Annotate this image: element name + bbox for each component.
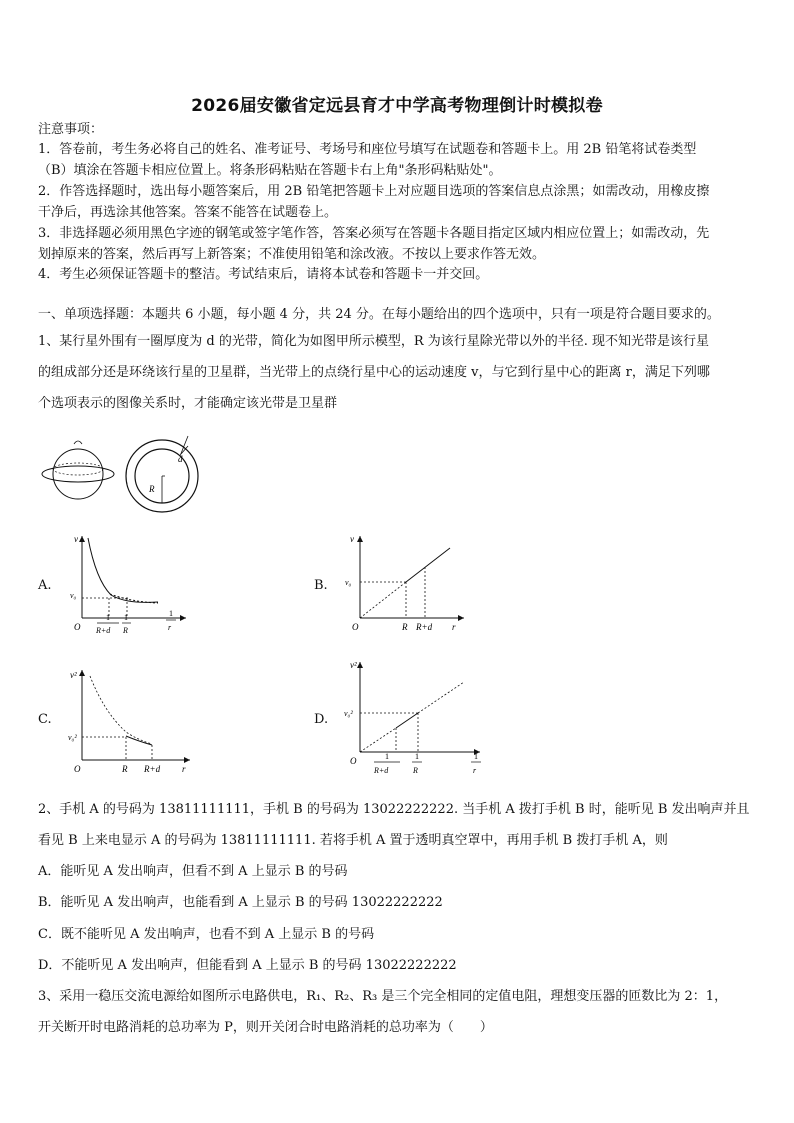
ring-radius-label: R — [149, 484, 155, 494]
notice-heading: 注意事项： — [38, 122, 104, 137]
y-axis-label: v² — [350, 660, 357, 670]
notice-line: 4．考生必须保证答题卡的整洁。考试结束后，请将本试卷和答题卡一并交回。 — [38, 267, 489, 282]
y-axis-label: v — [74, 534, 78, 544]
x-axis-denominator: r — [473, 766, 477, 775]
question-1-text: 的组成部分还是环绕该行星的卫星群，当光带上的点绕行星中心的运动速度 v，与它到行星中心的距离 r，满足下列哪 — [38, 365, 710, 380]
page-title: 2026届安徽省定远县育才中学高考物理倒计时模拟卷 — [191, 96, 603, 116]
option-b-label: B. — [314, 578, 328, 593]
notice-line: 2．作答选择题时，选出每小题答案后，用 2B 铅笔把答题卡上对应题目选项的答案信息点涂黑；如需改动，用橡皮擦 — [38, 184, 710, 199]
tick-numerator: 1 — [385, 752, 389, 761]
x-axis-numerator: 1 — [474, 752, 478, 761]
option-b-graph — [340, 530, 470, 640]
notice-line: 1．答卷前，考生务必将自己的姓名、准考证号、考场号和座位号填写在试题卷和答题卡上。用 2B 铅笔将试卷类型 — [38, 142, 697, 157]
question-2-option-d: D．不能听见 A 发出响声，但能看到 A 上显示 B 的号码 13022222222 — [38, 958, 457, 973]
origin-label: O — [74, 622, 81, 632]
tick-label: R+d — [144, 764, 161, 774]
question-3-text: 开关断开时电路消耗的总功率为 P，则开关闭合时电路消耗的总功率为（ ） — [38, 1020, 493, 1035]
question-1-text: 1、某行星外围有一圈厚度为 d 的光带，简化为如图甲所示模型，R 为该行星除光带以外的半径. 现不知光带是该行星 — [38, 334, 710, 349]
tick-denominator: R+d — [374, 766, 389, 775]
tick-label: R — [122, 764, 128, 774]
planet-ring-figure — [38, 432, 218, 522]
question-2-option-a: A．能听见 A 发出响声，但看不到 A 上显示 B 的号码 — [38, 864, 348, 879]
x-axis-denominator: r — [168, 623, 172, 632]
question-2-text: 看见 B 上来电显示 A 的号码为 13811111111. 若将手机 A 置于透明真空罩中，再用手机 B 拨打手机 A，则 — [38, 833, 668, 848]
origin-label: O — [350, 756, 357, 766]
v0-tick: v₀ — [345, 578, 352, 587]
notice-line: （B）填涂在答题卡相应位置上。将条形码粘贴在答题卡右上角"条形码粘贴处"。 — [38, 163, 502, 178]
tick-denominator: R — [413, 766, 418, 775]
section-heading: 一、单项选择题：本题共 6 小题，每小题 4 分，共 24 分。在每小题给出的四个选项中，只有一项是符合题目要求的。 — [38, 307, 720, 322]
x-axis-label: r — [452, 622, 456, 632]
question-2-option-c: C．既不能听见 A 发出响声，也看不到 A 上显示 B 的号码 — [38, 927, 375, 942]
tick-numerator: 1 — [415, 752, 419, 761]
option-d-graph — [340, 656, 490, 780]
origin-label: O — [352, 622, 359, 632]
ring-cross-section — [126, 436, 198, 512]
option-a-label: A. — [38, 578, 52, 593]
x-axis-label: r — [182, 764, 186, 774]
tick-numerator: 1 — [106, 613, 110, 622]
y-axis-label: v² — [70, 670, 77, 680]
notice-line: 干净后，再选涂其他答案。答案不能答在试题卷上。 — [38, 205, 338, 220]
notice-line: 3．非选择题必须用黑色字迹的钢笔或签字笔作答，答案必须写在答题卡各题目指定区域内相应位置上；如需改动，先 — [38, 226, 710, 241]
y-axis-label: v — [350, 534, 354, 544]
tick-numerator: 1 — [124, 613, 128, 622]
question-2-option-b: B．能听见 A 发出响声，也能看到 A 上显示 B 的号码 13022222222 — [38, 895, 443, 910]
tick-denominator: R — [123, 626, 128, 635]
v0-squared-tick: v₀² — [68, 733, 77, 742]
option-c-label: C. — [38, 712, 52, 727]
question-3-text: 3、采用一稳压交流电源给如图所示电路供电，R₁、R₂、R₃ 是三个完全相同的定值电阻，理想变压器的匝数比为 2：1， — [38, 989, 728, 1004]
tick-label: R+d — [416, 622, 433, 632]
ring-thickness-label: d — [178, 454, 183, 464]
v0-squared-tick: v₀² — [344, 709, 353, 718]
option-c-graph — [66, 664, 196, 776]
notice-line: 划掉原来的答案，然后再写上新答案；不准使用铅笔和涂改液。不按以上要求作答无效。 — [38, 247, 546, 262]
tick-label: R — [402, 622, 408, 632]
x-axis-numerator: 1 — [169, 609, 173, 618]
tick-denominator: R+d — [96, 626, 111, 635]
origin-label: O — [74, 764, 81, 774]
question-1-text: 个选项表示的图像关系时，才能确定该光带是卫星群 — [38, 396, 338, 411]
question-2-text: 2、手机 A 的号码为 13811111111，手机 B 的号码为 13022222222. 当手机 A 拨打手机 B 时，能听见 B 发出响声并且 — [38, 802, 750, 817]
option-d-label: D. — [314, 712, 329, 727]
planet-3d-icon — [42, 441, 114, 499]
option-a-graph — [66, 530, 196, 640]
v0-tick: v₀ — [70, 591, 77, 600]
